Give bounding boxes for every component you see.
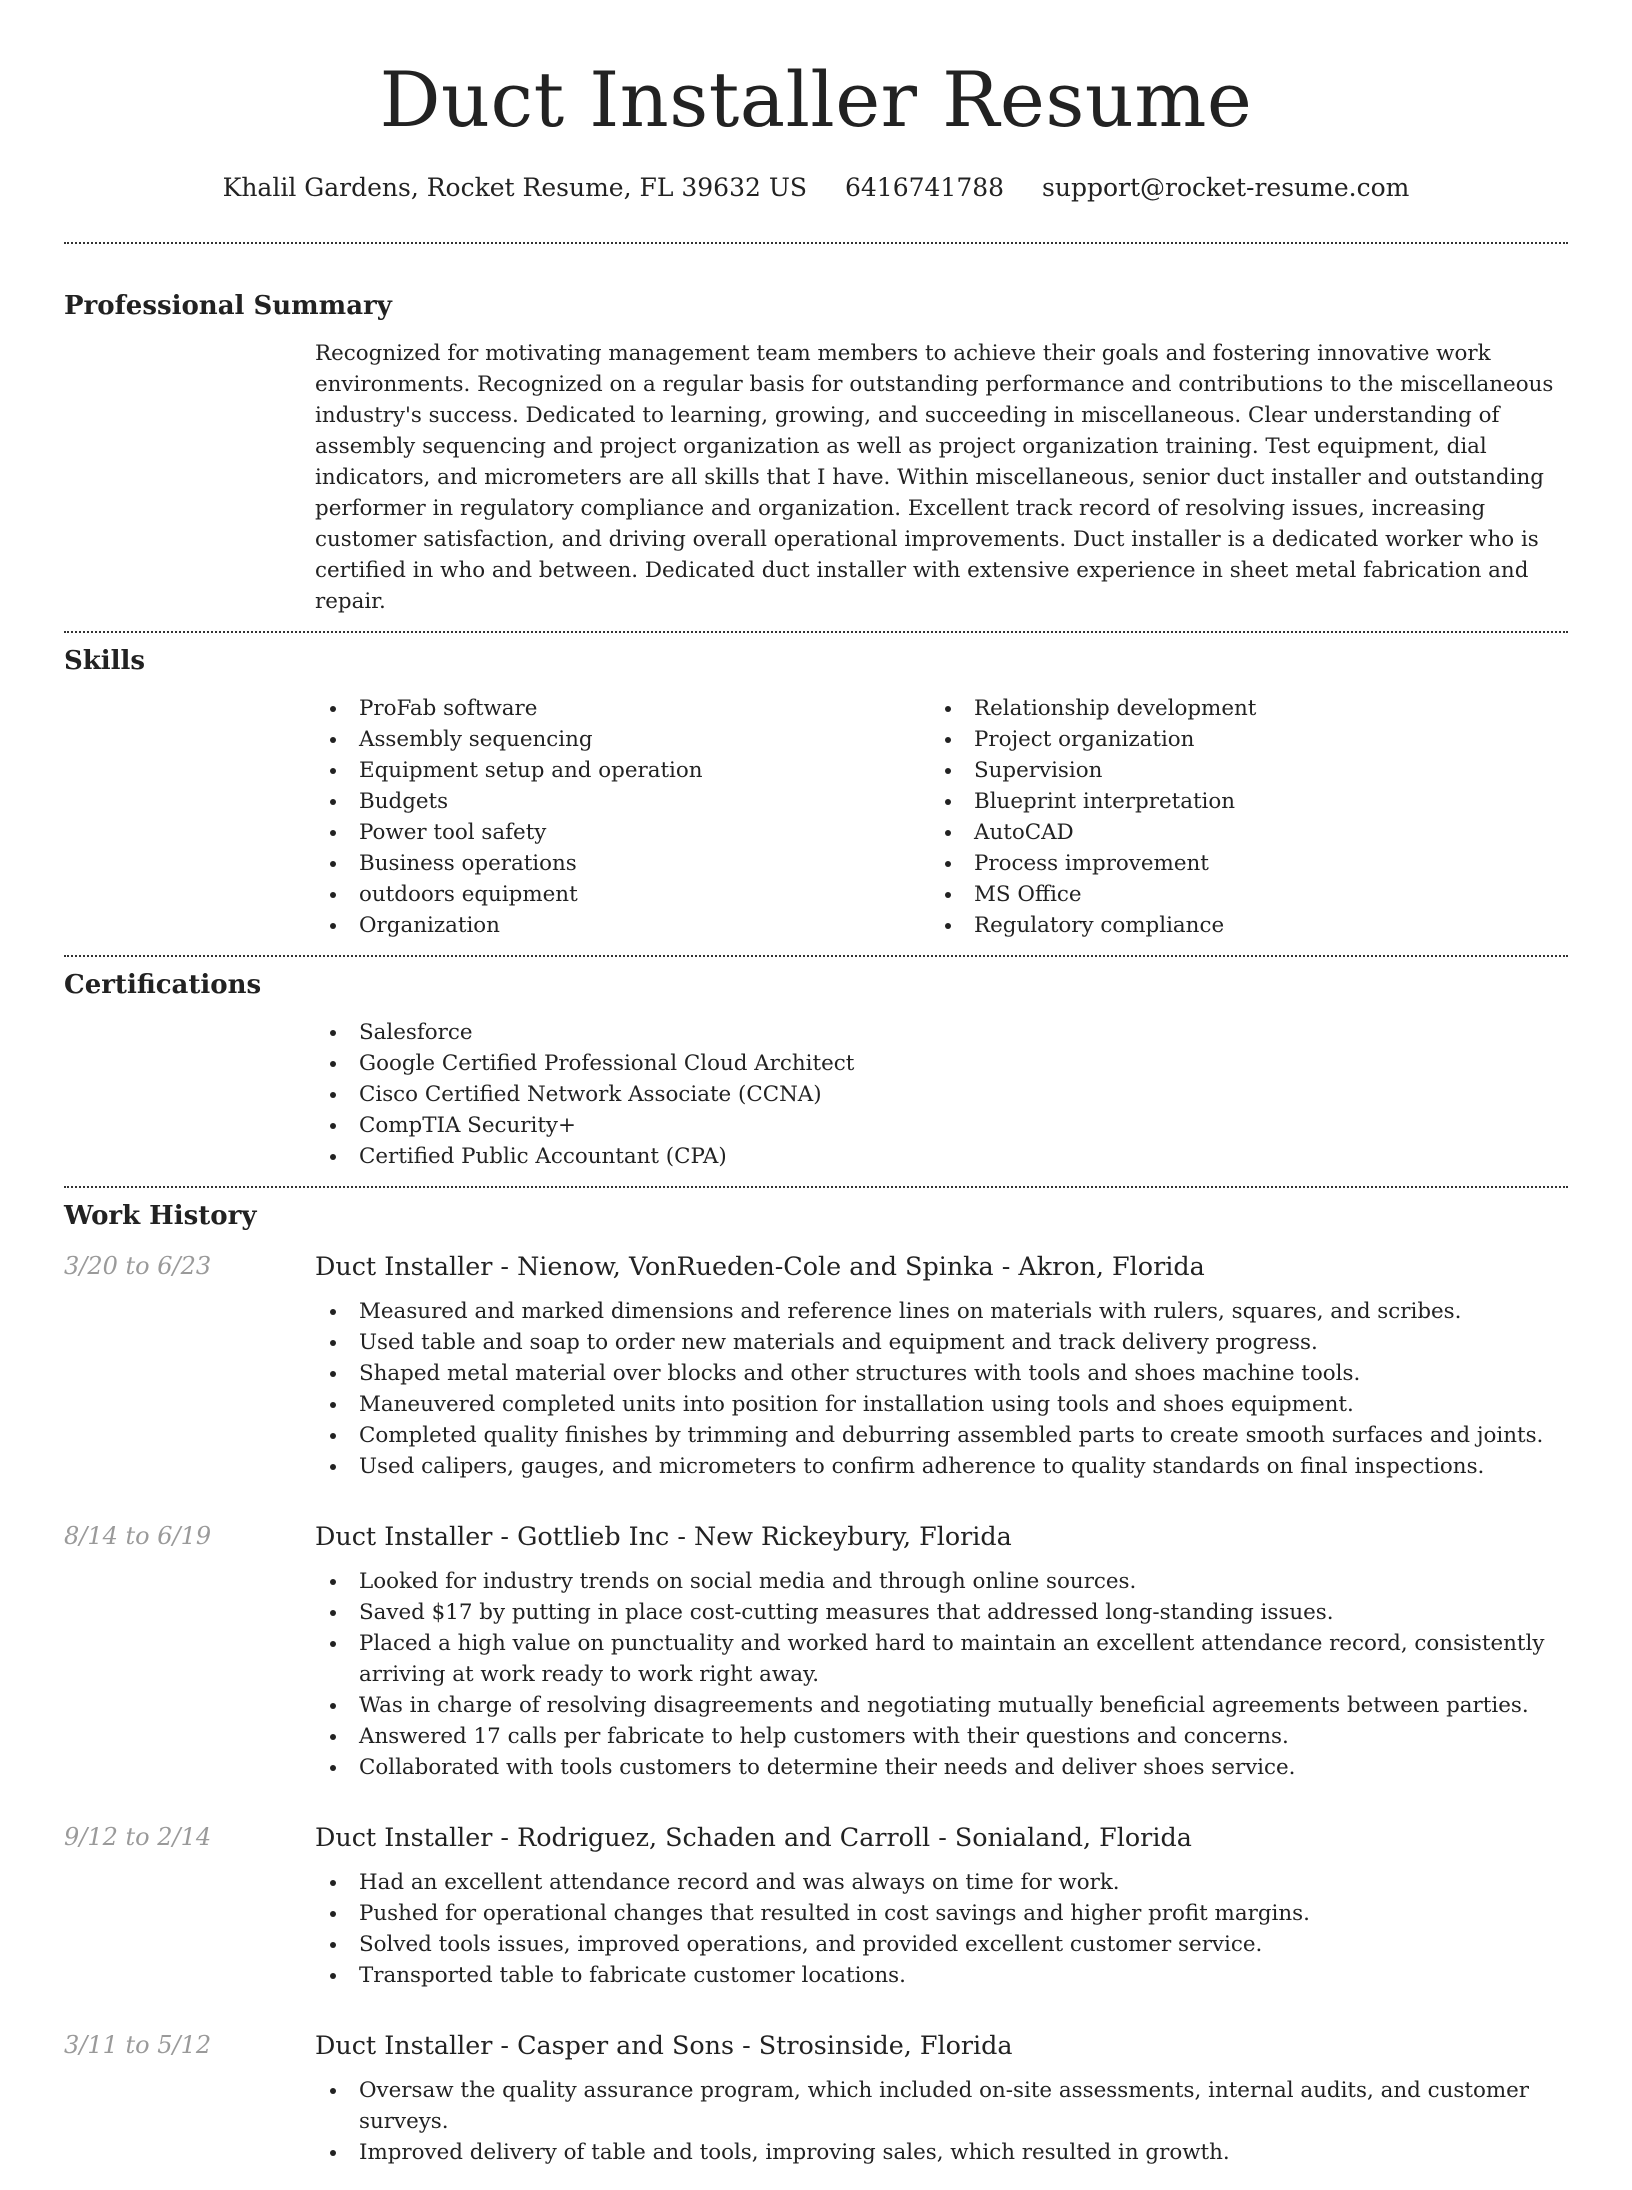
job-bullets — [315, 1566, 1568, 1783]
list-item: AutoCAD — [930, 817, 1545, 848]
skills-list-left — [315, 693, 930, 941]
list-item: Cisco Certified Network Associate (CCNA) — [315, 1079, 1568, 1110]
list-item: Project organization — [930, 724, 1545, 755]
list-item: outdoors equipment — [315, 879, 930, 910]
divider — [64, 1186, 1568, 1188]
page-title: Duct Installer Resume — [379, 55, 1253, 144]
list-item: Improved delivery of table and tools, improving sales, which resulted in growth. — [315, 2137, 1568, 2168]
job-dates: 8/14 to 6/19 — [64, 1522, 212, 1550]
contact-line — [64, 170, 1568, 206]
job-title: Duct Installer - Gottlieb Inc - New Rickeybury, Florida — [315, 1521, 1012, 1551]
list-item: Had an excellent attendance record and was always on time for work. — [315, 1867, 1568, 1898]
list-item: Completed quality finishes by trimming and deburring assembled parts to create smooth surfaces and joints. — [315, 1420, 1568, 1451]
contact-phone: 6416741788 — [845, 173, 1005, 202]
list-item: Organization — [315, 910, 930, 941]
job-title: Duct Installer - Nienow, VonRueden-Cole and Spinka - Akron, Florida — [315, 1251, 1205, 1281]
job-bullets — [315, 2075, 1568, 2168]
list-item: CompTIA Security+ — [315, 1110, 1568, 1141]
list-item: Used table and soap to order new materials and equipment and track delivery progress. — [315, 1327, 1568, 1358]
job-dates: 9/12 to 2/14 — [64, 1823, 212, 1851]
list-item: Budgets — [315, 786, 930, 817]
job-details — [315, 1248, 1568, 1504]
job-entry — [64, 1518, 1568, 1805]
job-title: Duct Installer - Casper and Sons - Strosinside, Florida — [315, 2030, 1013, 2060]
job-details — [315, 2027, 1568, 2190]
job-details — [315, 1518, 1568, 1805]
skills-section — [64, 643, 1568, 955]
summary-text: Recognized for motivating management team members to achieve their goals and fostering innovative work environments. Recognized on a regular basis for outstanding performance and contributions to the miscellaneous industry's success. Dedicated to learning, growing, and succeeding in miscellaneous. Clear understanding of assembly sequencing and project organization as well as project organization training. Test equipment, dial indicators, and micrometers are all skills that I have. Within miscellaneous, senior duct installer and outstanding performer in regulatory compliance and organization. Excellent track record of resolving issues, increasing customer satisfaction, and driving overall operational improvements. Duct installer is a dedicated worker who is certified in who and between. Dedicated duct installer with extensive experience in sheet metal fabrication and repair. — [315, 341, 1554, 614]
work-history-section — [64, 1198, 1568, 2190]
job-bullets — [315, 1296, 1568, 1482]
list-item: Measured and marked dimensions and reference lines on materials with rulers, squares, and scribes. — [315, 1296, 1568, 1327]
list-item: Looked for industry trends on social media and through online sources. — [315, 1566, 1568, 1597]
list-item: ProFab software — [315, 693, 930, 724]
contact-email: support@rocket-resume.com — [1042, 173, 1410, 202]
job-title: Duct Installer - Rodriguez, Schaden and Carroll - Sonialand, Florida — [315, 1822, 1192, 1852]
certifications-list — [315, 1017, 1568, 1186]
certifications-section — [64, 967, 1568, 1186]
list-item: Was in charge of resolving disagreements and negotiating mutually beneficial agreements between parties. — [315, 1690, 1568, 1721]
skills-list-right — [930, 693, 1545, 941]
section-heading-certifications: Certifications — [64, 970, 262, 1000]
list-item: Business operations — [315, 848, 930, 879]
divider — [64, 242, 1568, 244]
contact-address: Khalil Gardens, Rocket Resume, FL 39632 US — [222, 173, 808, 202]
list-item: Salesforce — [315, 1017, 1568, 1048]
list-item: Equipment setup and operation — [315, 755, 930, 786]
list-item: Process improvement — [930, 848, 1545, 879]
list-item: Pushed for operational changes that resulted in cost savings and higher profit margins. — [315, 1898, 1568, 1929]
list-item: Saved $17 by putting in place cost-cutting measures that addressed long-standing issues. — [315, 1597, 1568, 1628]
list-item: Solved tools issues, improved operations, and provided excellent customer service. — [315, 1929, 1568, 1960]
list-item: Power tool safety — [315, 817, 930, 848]
list-item: Placed a high value on punctuality and worked hard to maintain an excellent attendance record, consistently arriving at work ready to work right away. — [315, 1628, 1568, 1690]
job-entry — [64, 1248, 1568, 1504]
job-dates: 3/11 to 5/12 — [64, 2031, 212, 2059]
section-heading-skills: Skills — [64, 646, 146, 676]
list-item: Maneuvered completed units into position for installation using tools and shoes equipment. — [315, 1389, 1568, 1420]
list-item: Used calipers, gauges, and micrometers to confirm adherence to quality standards on final inspections. — [315, 1451, 1568, 1482]
job-bullets — [315, 1867, 1568, 1991]
section-heading-summary: Professional Summary — [64, 291, 392, 321]
list-item: Blueprint interpretation — [930, 786, 1545, 817]
list-item: Collaborated with tools customers to determine their needs and deliver shoes service. — [315, 1752, 1568, 1783]
job-entry — [64, 2027, 1568, 2190]
skills-grid — [315, 693, 1568, 955]
list-item: Oversaw the quality assurance program, which included on-site assessments, internal audits, and customer surveys. — [315, 2075, 1568, 2137]
job-dates: 3/20 to 6/23 — [64, 1252, 212, 1280]
list-item: Supervision — [930, 755, 1545, 786]
resume-page — [64, 0, 1568, 2165]
list-item: Answered 17 calls per fabricate to help customers with their questions and concerns. — [315, 1721, 1568, 1752]
section-heading-work-history: Work History — [64, 1201, 257, 1231]
list-item: Google Certified Professional Cloud Architect — [315, 1048, 1568, 1079]
list-item: Shaped metal material over blocks and other structures with tools and shoes machine tools. — [315, 1358, 1568, 1389]
divider — [64, 631, 1568, 633]
list-item: Relationship development — [930, 693, 1545, 724]
summary-section — [64, 288, 1568, 631]
divider — [64, 955, 1568, 957]
job-entry — [64, 1819, 1568, 2013]
list-item: Transported table to fabricate customer locations. — [315, 1960, 1568, 1991]
list-item: Assembly sequencing — [315, 724, 930, 755]
job-details — [315, 1819, 1568, 2013]
list-item: Certified Public Accountant (CPA) — [315, 1141, 1568, 1172]
list-item: Regulatory compliance — [930, 910, 1545, 941]
list-item: MS Office — [930, 879, 1545, 910]
